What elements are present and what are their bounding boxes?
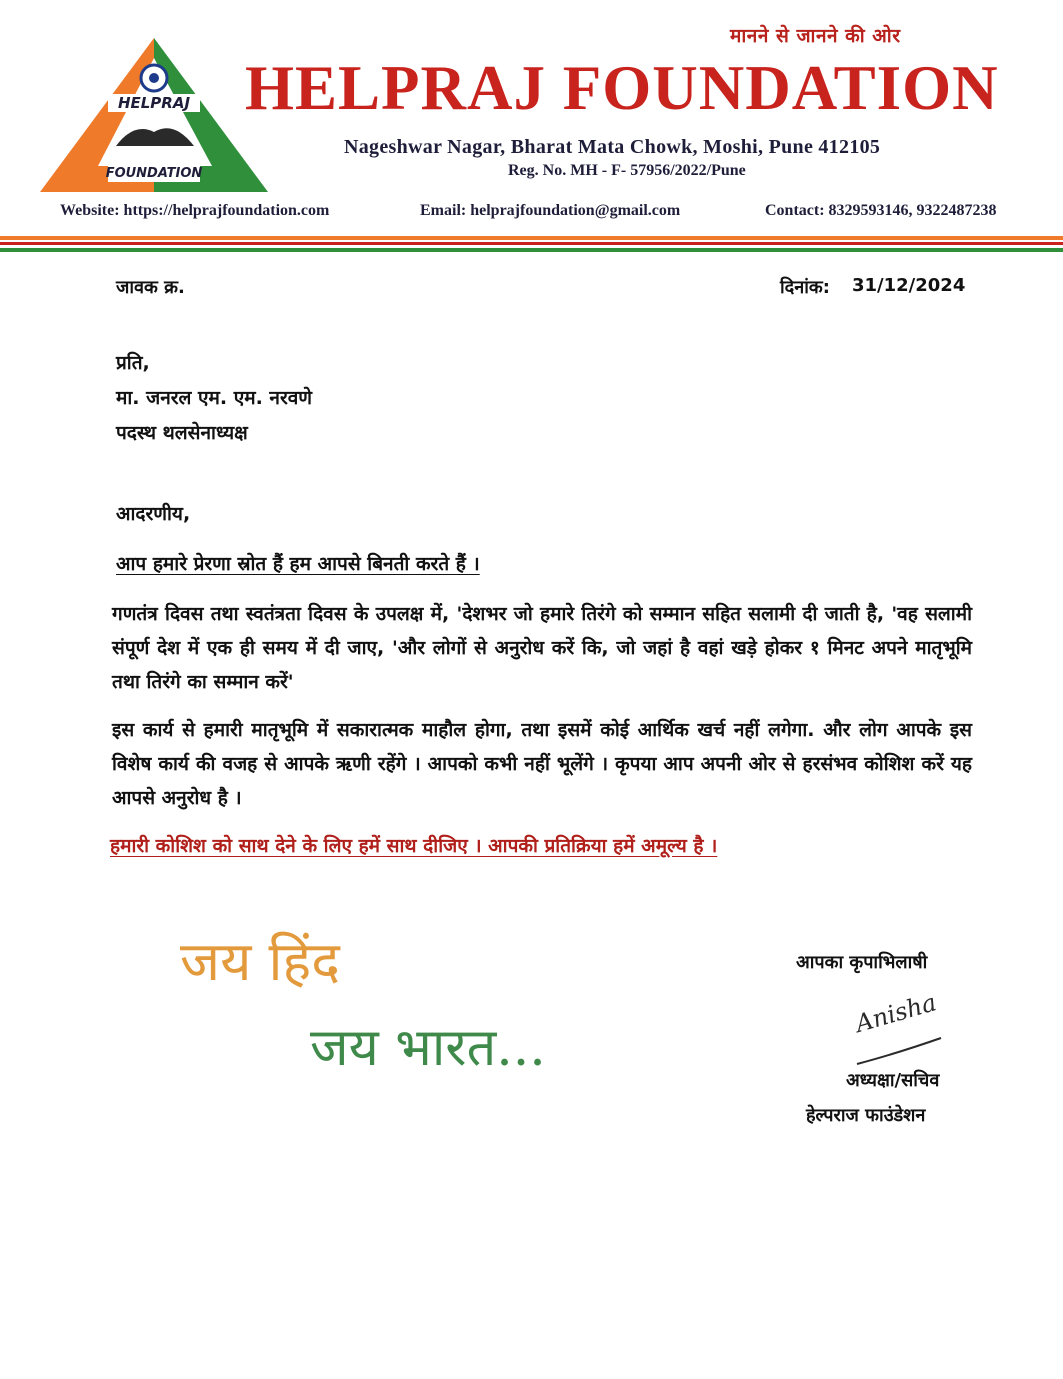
subject-line: आप हमारे प्रेरणा स्रोत हैं हम आपसे बिनती करते हैं । xyxy=(116,553,480,575)
registration-number: Reg. No. MH - F- 57956/2022/Pune xyxy=(508,162,746,179)
signature-stroke-icon xyxy=(855,1030,945,1070)
contact-numbers: Contact: 8329593146, 9322487238 xyxy=(765,202,997,219)
logo-top-text: HELPRAJ xyxy=(117,94,191,112)
email-link[interactable]: Email: helprajfoundation@gmail.com xyxy=(420,202,681,219)
to-label: प्रति, xyxy=(116,352,150,374)
logo-bottom-text: FOUNDATION xyxy=(105,166,203,181)
signatory-organization: हेल्पराज फाउंडेशन xyxy=(806,1105,926,1126)
paragraph-two: इस कार्य से हमारी मातृभूमि में सकारात्मक माहौल होगा, तथा इसमें कोई आर्थिक खर्च नहीं लगेगा. और लोग आपके इस विशेष कार्य की वजह से आपके ऋणी रहेंगे । आपको कभी नहीं भूलेंगे । कृपया आप अपनी ओर से हरसंभव कोशिश करें यह आपसे अनुरोध है । xyxy=(112,719,972,809)
slogan-jai-hind: जय हिंद xyxy=(180,930,340,993)
signature: Anisha xyxy=(852,988,940,1038)
recipient-title: पदस्थ थलसेनाध्यक्ष xyxy=(116,422,248,444)
logo-triangle-icon xyxy=(38,36,270,196)
reference-label: जावक क्र. xyxy=(116,277,185,298)
highlight-request: हमारी कोशिश को साथ देने के लिए हमें साथ दीजिए । आपकी प्रतिक्रिया हमें अमूल्य है । xyxy=(110,835,718,857)
organization-address: Nageshwar Nagar, Bharat Mata Chowk, Moshi, Pune 412105 xyxy=(344,136,881,158)
slogan-jai-bharat: जय भारत... xyxy=(310,1018,546,1078)
signatory-title: अध्यक्षा/सचिव xyxy=(846,1070,940,1091)
divider-red xyxy=(0,242,1063,245)
divider-green xyxy=(0,248,1063,252)
website-link[interactable]: Website: https://helprajfoundation.com xyxy=(60,202,330,219)
foundation-tagline: मानने से जानने की ओर xyxy=(730,25,901,47)
recipient-name: मा. जनरल एम. एम. नरवणे xyxy=(116,387,313,409)
divider-saffron xyxy=(0,236,1063,240)
paragraph-one: गणतंत्र दिवस तथा स्वतंत्रता दिवस के उपलक्ष में, 'देशभर जो हमारे तिरंगे को सम्मान सहित सलामी दी जाती है, 'वह सलामी संपूर्ण देश में एक ही समय में दी जाए, 'और लोगों से अनुरोध करें कि, जो जहां है वहां खड़े होकर १ मिनट अपने मातृभूमि तथा तिरंगे का सम्मान करें' xyxy=(112,603,972,693)
foundation-logo xyxy=(38,36,270,196)
organization-name: HELPRAJ FOUNDATION xyxy=(245,53,999,123)
date-value: 31/12/2024 xyxy=(852,275,966,296)
date-label: दिनांक: xyxy=(780,277,830,298)
closing-phrase: आपका कृपाभिलाषी xyxy=(796,952,928,973)
salutation: आदरणीय, xyxy=(116,503,191,525)
